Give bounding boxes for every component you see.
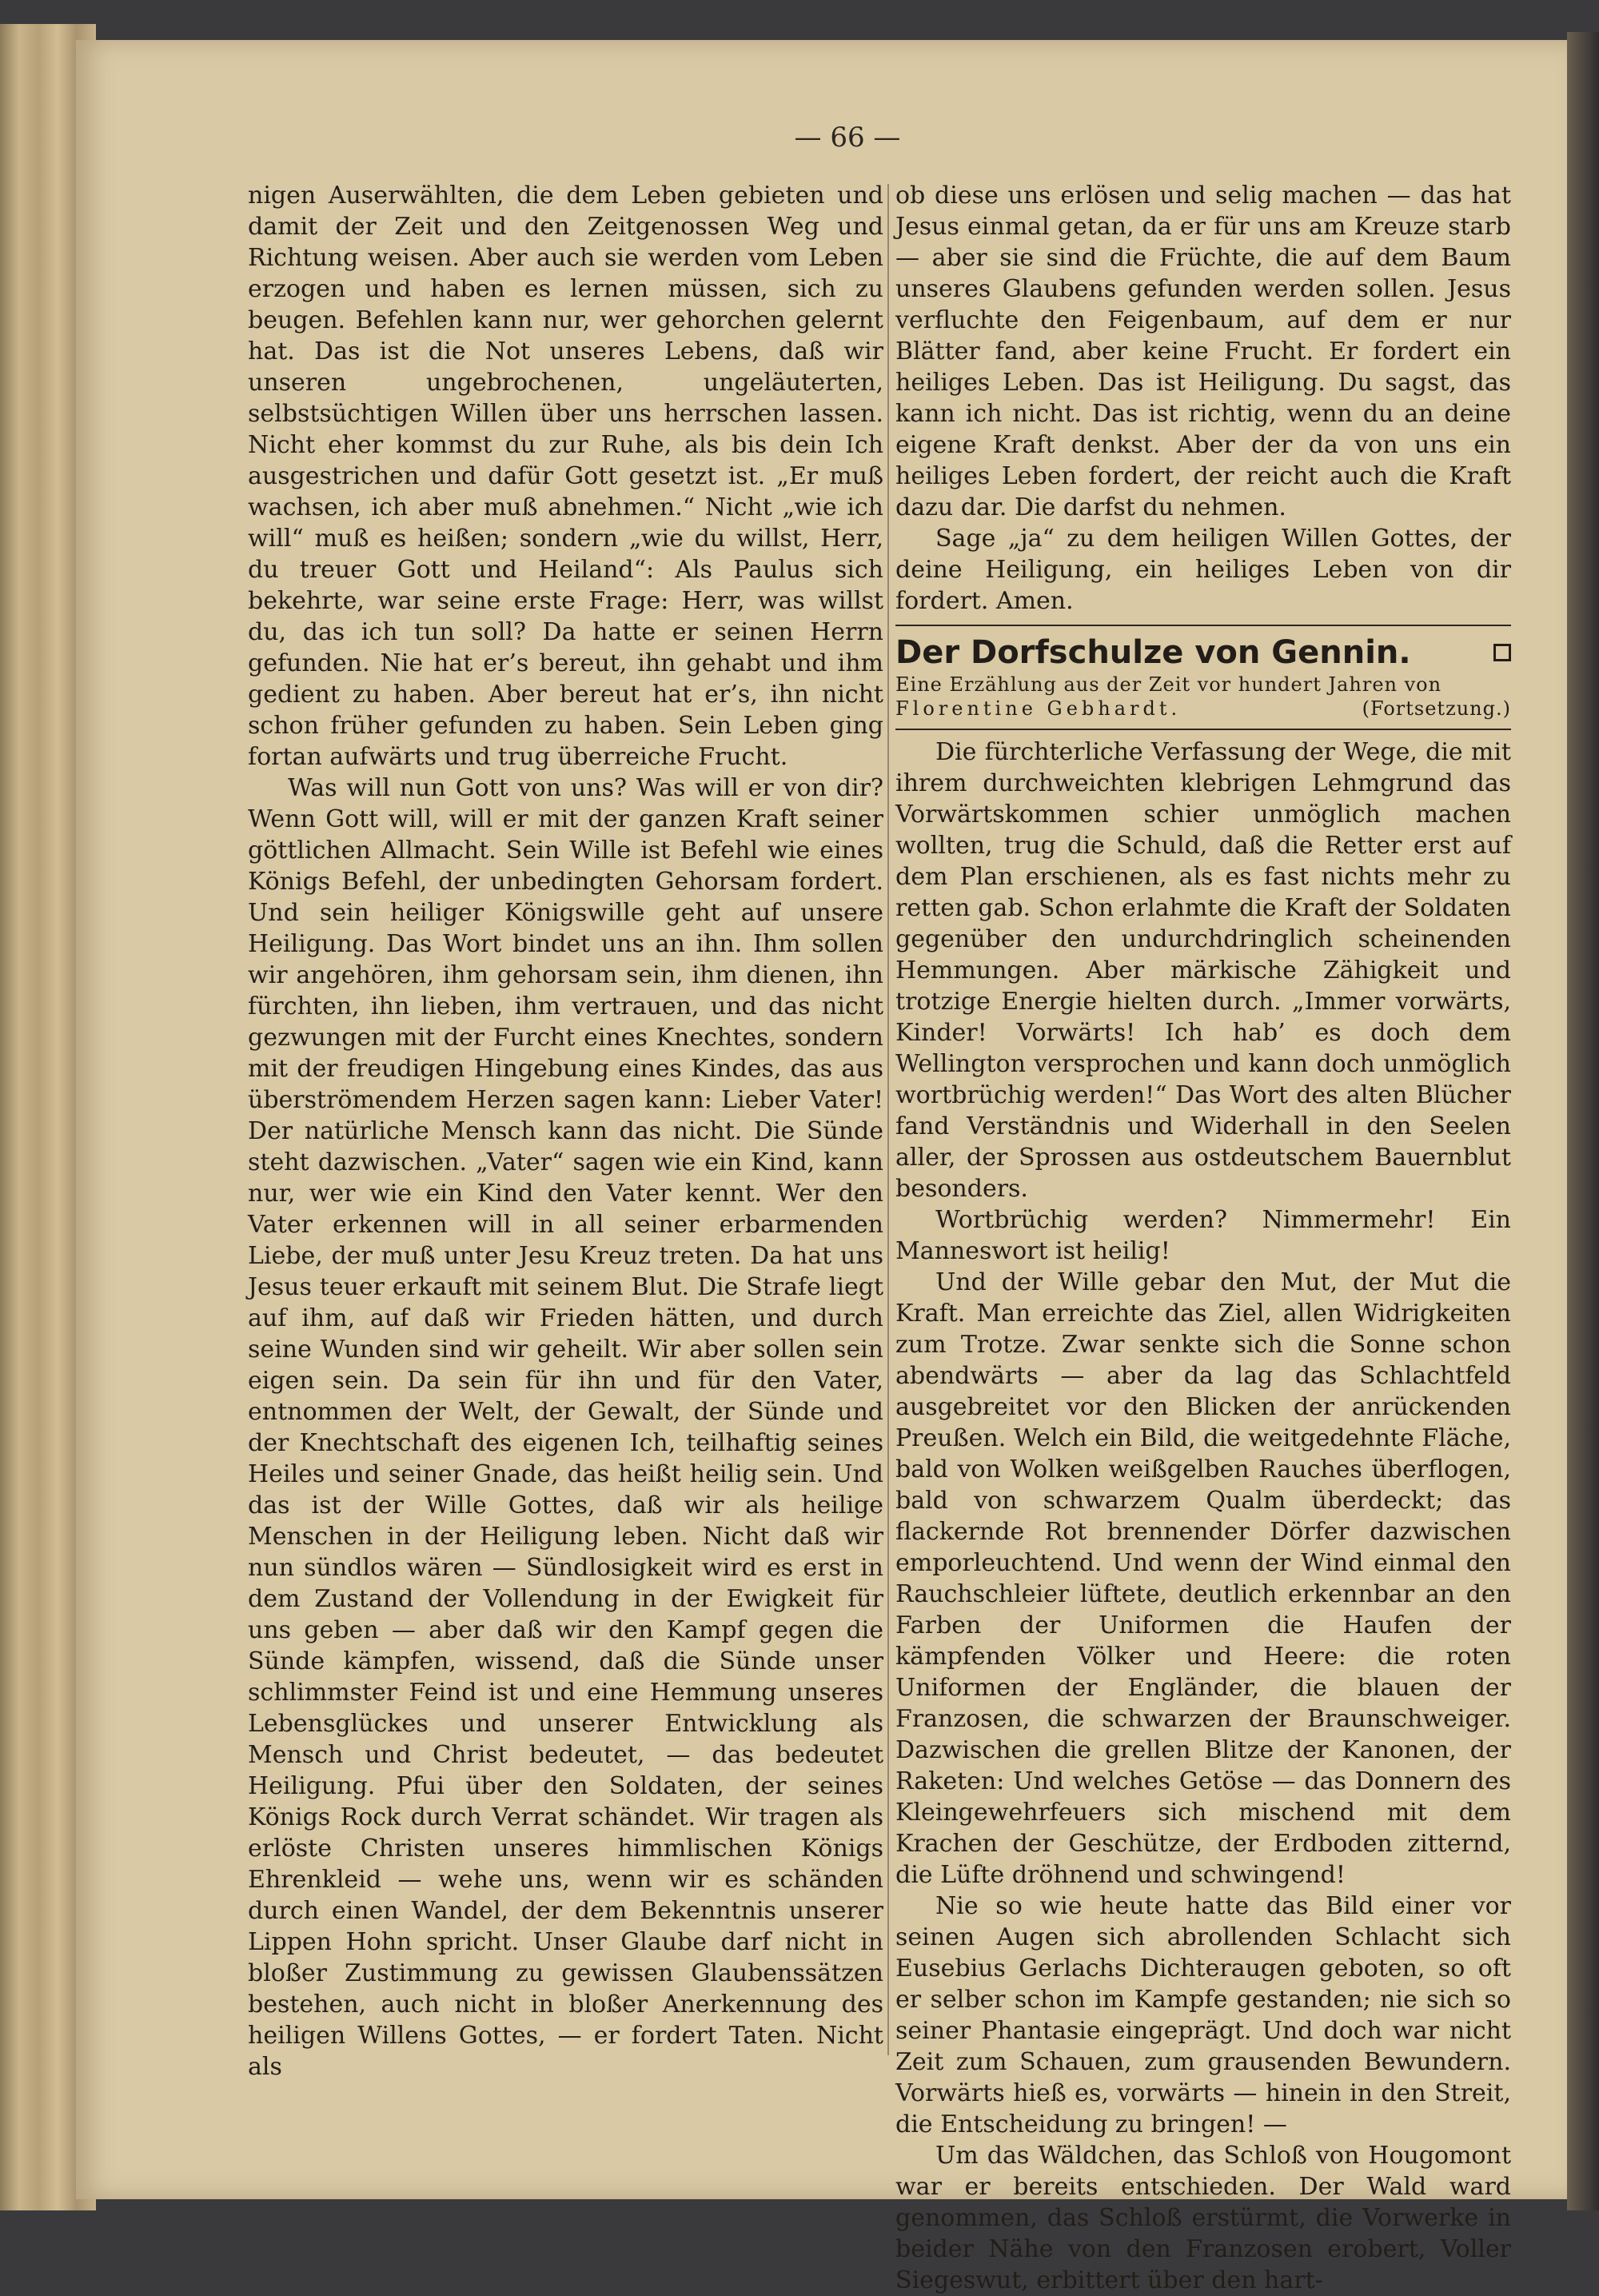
story-author: Florentine Gebhardt.	[895, 697, 1182, 720]
story-author-line	[895, 697, 1511, 721]
section-rule	[895, 729, 1511, 730]
page-number: — 66 —	[794, 122, 901, 154]
story-paragraph: Die fürchterliche Verfassung der Wege, die mit ihrem durchweichten klebrigen Lehmgrund das Vorwärtskommen schier unmöglich machen wollten, trug die Schuld, daß die Retter erst auf dem Plan erschienen, als es fast nichts mehr zu retten gab. Schon erlahmte die Kraft der Soldaten gegenüber den undurchdringlich scheinenden Hemmungen. Aber märkische Zähigkeit und trotzige Energie hielten durch. „Immer vorwärts, Kinder! Vorwärts! Ich hab’ es doch dem Wellington versprochen und kann doch unmöglich wortbrüchig werden!“ Das Wort des alten Blücher fand Verständnis und Widerhall in den Seelen aller, der Sprossen aus ostdeutschem Bauernblut besonders.	[895, 738, 1511, 1203]
left-column	[248, 180, 883, 2082]
story-title: Der Dorfschulze von Gennin.	[895, 634, 1411, 671]
sermon-paragraph: Was will nun Gott von uns? Was will er von dir? Wenn Gott will, will er mit der ganzen Kraft seiner göttlichen Allmacht. Sein Wille ist Befehl wie eines Königs Befehl, der unbedingten Gehorsam fordert. Und sein heiliger Königswille geht auf unsere Heiligung. Das Wort bindet uns an ihn. Ihm sollen wir angehören, ihm gehorsam sein, ihm dienen, ihn fürchten, ihn lieben, ihm vertrauen, und das nicht gezwungen mit der Furcht eines Knechtes, sondern mit der freudigen Hingebung eines Kindes, das aus überströmendem Herzen sagen kann: Lieber Vater! Der natürliche Mensch kann das nicht. Die Sünde steht dazwischen. „Vater“ sagen wie ein Kind, kann nur, wer wie ein Kind den Vater kennt. Wer den Vater erkennen will in all seiner erbarmenden Liebe, der muß unter Jesu Kreuz treten. Da hat uns Jesus teuer erkauft mit seinem Blut. Die Strafe liegt auf ihm, auf daß wir Frieden hätten, und durch seine Wunden sind wir geheilt. Wir aber sollen sein eigen sein. Da sein für ihn und für den Vater, entnommen der Welt, der Gewalt, der Sünde und der Knechtschaft des eigenen Ich, teilhaftig seines Heiles und seiner Gnade, das heißt heilig sein. Und das ist der Wille Gottes, daß wir als heilige Menschen in der Heiligung leben. Nicht daß wir nun sündlos wären — Sündlosigkeit wird es erst in dem Zustand der Vollendung in der Ewigkeit für uns geben — aber daß wir den Kampf gegen die Sünde kämpfen, wissend, daß die Sünde unser schlimmster Feind ist und eine Hemmung unseres Lebensglückes und unserer Entwicklung als Mensch und Christ bedeutet, — das bedeutet Heiligung. Pfui über den Soldaten, der seines Königs Rock durch Verrat schändet. Wir tragen als erlöste Christen unseres himmlischen Königs Ehrenkleid — wehe uns, wenn wir es schänden durch einen Wandel, der dem Bekenntnis unserer Lippen Hohn spricht. Unser Glaube darf nicht in bloßer Zustimmung zu gewissen Glaubenssätzen bestehen, auch nicht in bloßer Anerkennung des heiligen Willens Gottes, — er fordert Taten. Nicht als	[248, 774, 883, 2081]
sermon-paragraph: ob diese uns erlösen und selig machen — das hat Jesus einmal getan, da er für uns am Kreuze starb — aber sie sind die Früchte, die auf dem Baum unseres Glaubens gefunden werden sollen. Jesus verfluchte den Feigenbaum, auf dem er nur Blätter fand, aber keine Frucht. Er fordert ein heiliges Leben. Das ist Heiligung. Du sagst, das kann ich nicht. Das ist richtig, wenn du an deine eigene Kraft denkst. Aber der da von uns ein heiliges Leben fordert, der reicht auch die Kraft dazu dar. Die darfst du nehmen.	[895, 182, 1511, 521]
right-column	[895, 180, 1511, 2296]
story-subtitle-line: Eine Erzählung aus der Zeit vor hundert Jahren von	[895, 673, 1442, 696]
square-ornament-icon	[1493, 644, 1511, 661]
story-heading	[895, 633, 1511, 673]
story-paragraph: Wortbrüchig werden? Nimmermehr! Ein Manneswort ist heilig!	[895, 1206, 1511, 1265]
story-paragraph: Und der Wille gebar den Mut, der Mut die Kraft. Man erreichte das Ziel, allen Widrigkeiten zum Trotze. Zwar senkte sich die Sonne schon abendwärts — aber da lag das Schlachtfeld ausgebreitet vor den Blicken der anrückenden Preußen. Welch ein Bild, die weitgedehnte Fläche, bald von Wolken weißgelben Rauches überflogen, bald von schwarzem Qualm überdeckt; das flackernde Rot brennender Dörfer dazwischen emporleuchtend. Und wenn der Wind einmal den Rauchschleier lüftete, deutlich erkennbar an den Farben der Uniformen die Haufen der kämpfenden Völker und Heere: die roten Uniformen der Engländer, die blauen der Franzosen, die schwarzen der Braunschweiger. Dazwischen die grellen Blitze der Kanonen, der Raketen: Und welches Getöse — das Donnern des Kleingewehrfeuers sich mischend mit dem Krachen der Geschütze, der Erdboden zitternd, die Lüfte dröhnend und schwingend!	[895, 1268, 1511, 1889]
section-rule	[895, 625, 1511, 626]
story-paragraph: Um das Wäldchen, das Schloß von Hougomont war er bereits entschieden. Der Wald ward genommen, das Schloß erstürmt, die Vorwerke in beider Nähe von den Franzosen erobert, Voller Siegeswut, erbittert über den hart-	[895, 2142, 1511, 2294]
column-divider	[887, 184, 889, 2055]
story-paragraph: Nie so wie heute hatte das Bild einer vor seinen Augen sich abrollenden Schlacht sich Eusebius Gerlachs Dichteraugen geboten, so oft er selber schon im Kampfe gestanden; nie sich so seiner Phantasie eingeprägt. Und doch war nicht Zeit zum Schauen, zum grausenden Bewundern. Vorwärts hieß es, vorwärts — hinein in den Streit, die Entscheidung zu bringen! —	[895, 1892, 1511, 2138]
book-cover-edge	[1567, 32, 1599, 2210]
sermon-paragraph: Sage „ja“ zu dem heiligen Willen Gottes, der deine Heiligung, ein heiliges Leben von dir fordert. Amen.	[895, 525, 1511, 615]
story-continuation: (Fortsetzung.)	[1362, 697, 1511, 720]
sermon-paragraph: nigen Auserwählten, die dem Leben gebieten und damit der Zeit und den Zeitgenossen Weg und Richtung weisen. Aber auch sie werden vom Leben erzogen und haben es lernen müssen, sich zu beugen. Befehlen kann nur, wer gehorchen gelernt hat. Das ist die Not unseres Lebens, daß wir unseren ungebrochenen, ungeläuterten, selbstsüchtigen Willen über uns herrschen lassen. Nicht eher kommst du zur Ruhe, als bis dein Ich ausgestrichen und dafür Gott gesetzt ist. „Er muß wachsen, ich aber muß abnehmen.“ Nicht „wie ich will“ muß es heißen; sondern „wie du willst, Herr, du treuer Gott und Heiland“: Als Paulus sich bekehrte, war seine erste Frage: Herr, was willst du, das ich tun soll? Da hatte er seinen Herrn gefunden. Nie hat er’s bereut, ihn gehabt und ihm gedient zu haben. Aber bereut hat er’s, ihn nicht schon früher gefunden zu haben. Sein Leben ging fortan aufwärts und trug überreiche Frucht.	[248, 182, 883, 771]
story-subtitle	[895, 673, 1511, 721]
